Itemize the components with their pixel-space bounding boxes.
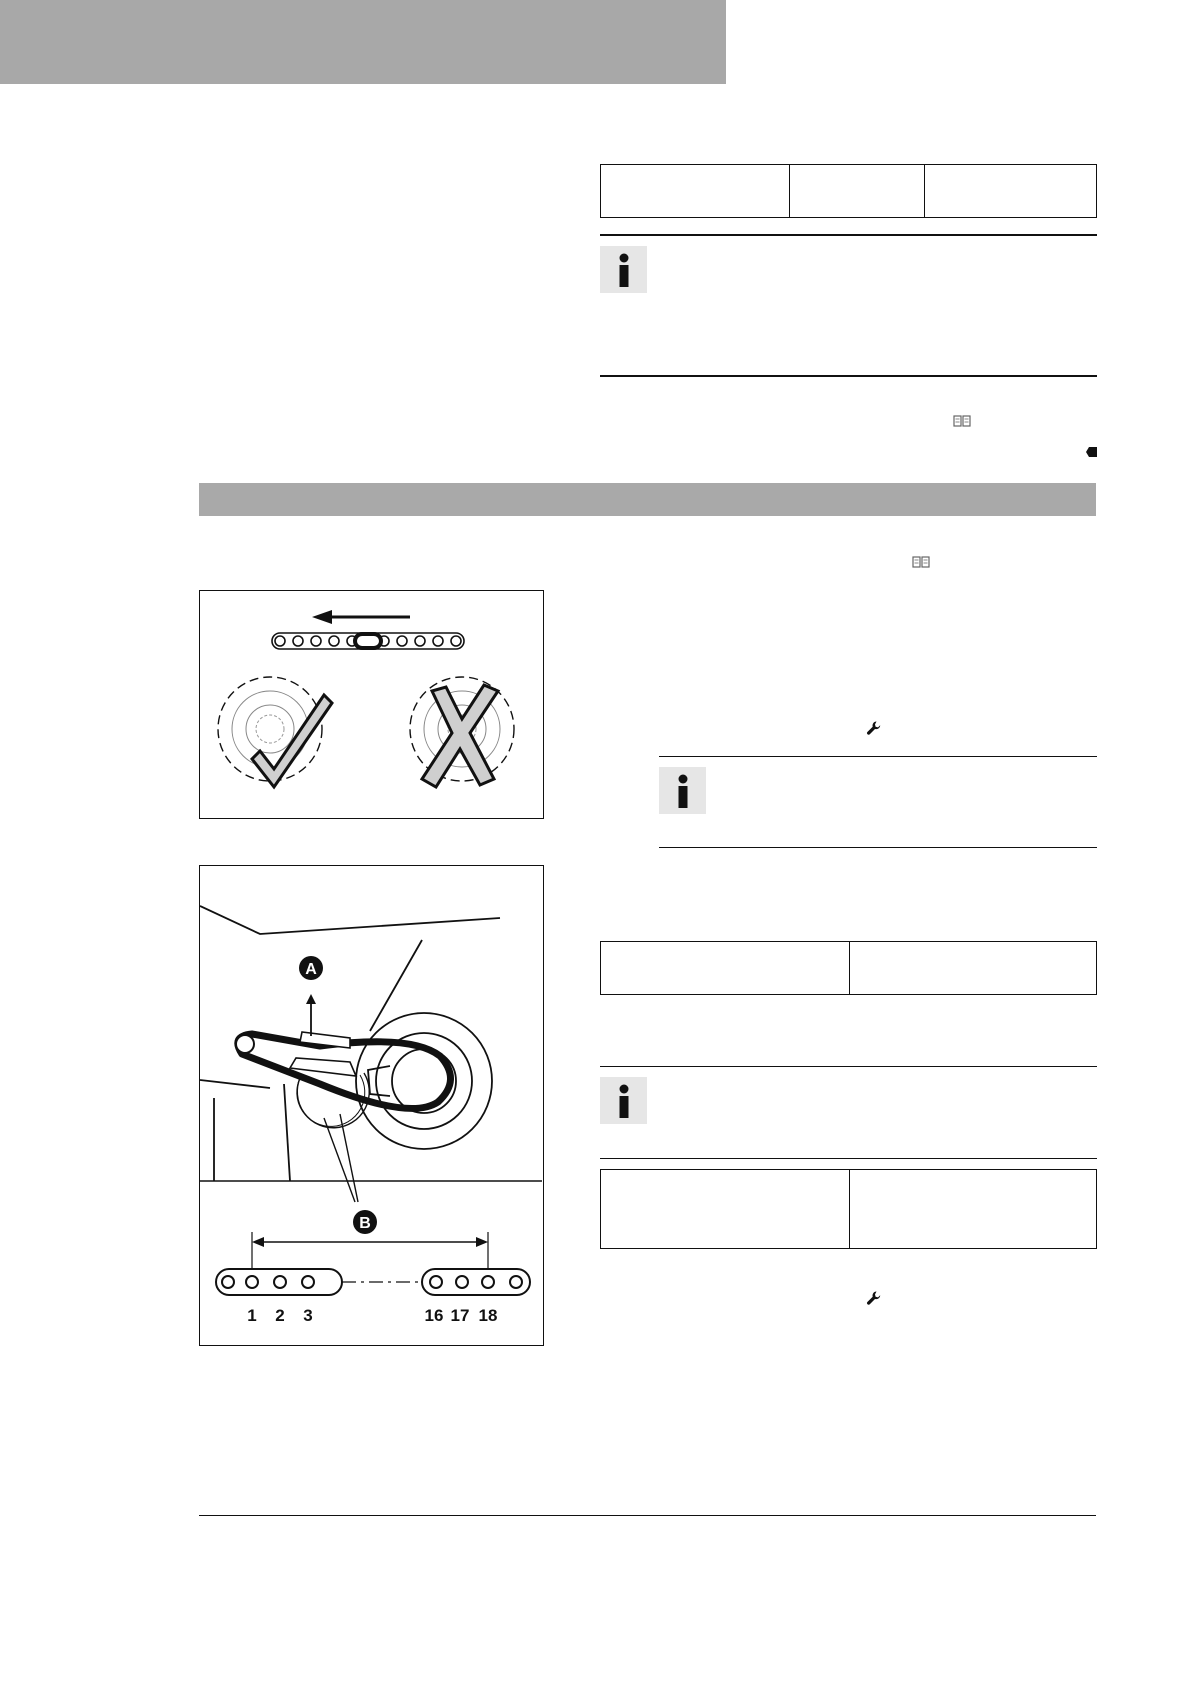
spec-table-cell: [601, 165, 790, 217]
spec-table-cell: [601, 942, 850, 994]
spec-table-middle: [600, 941, 1097, 995]
info-block-top-rule: [600, 234, 1097, 236]
link-number-18: 18: [478, 1306, 498, 1325]
wrench-icon: [866, 1290, 882, 1311]
link-number-2: 2: [275, 1306, 285, 1325]
info-block-bottom-rule: [600, 1158, 1097, 1159]
spec-table-bottom: [600, 1169, 1097, 1249]
book-icon: [912, 555, 930, 574]
wrench-icon: [866, 720, 882, 741]
callout-a-label: A: [305, 961, 317, 978]
callout-b-label: B: [359, 1215, 371, 1232]
end-marker-icon: [1086, 445, 1098, 463]
link-number-17: 17: [450, 1306, 470, 1325]
spec-table-cell: [601, 1170, 850, 1248]
info-block-top-rule: [600, 1066, 1097, 1067]
info-block-bottom-rule: [600, 375, 1097, 377]
link-number-16: 16: [424, 1306, 444, 1325]
link-number-1: 1: [247, 1306, 257, 1325]
spec-table-cell: [925, 165, 1096, 217]
nested-info-top-rule: [659, 756, 1097, 757]
spec-table-cell: [850, 942, 1096, 994]
nested-info-bottom-rule: [659, 847, 1097, 848]
page-header-band: [0, 0, 726, 84]
link-number-3: 3: [303, 1306, 313, 1325]
figure-chain-wear-measurement: [199, 865, 544, 1346]
section-heading-band: [199, 483, 1096, 516]
spec-table-cell: [790, 165, 925, 217]
footer-rule: [199, 1515, 1096, 1516]
spec-table-top: [600, 164, 1097, 218]
book-icon: [953, 414, 971, 433]
info-icon: [600, 1077, 647, 1124]
chain-sprocket-illustration: [200, 591, 542, 817]
info-icon: [659, 767, 706, 814]
info-icon: [600, 246, 647, 293]
figure-chain-direction: [199, 590, 544, 819]
chain-wear-illustration: [200, 866, 542, 1344]
spec-table-cell: [850, 1170, 1096, 1248]
